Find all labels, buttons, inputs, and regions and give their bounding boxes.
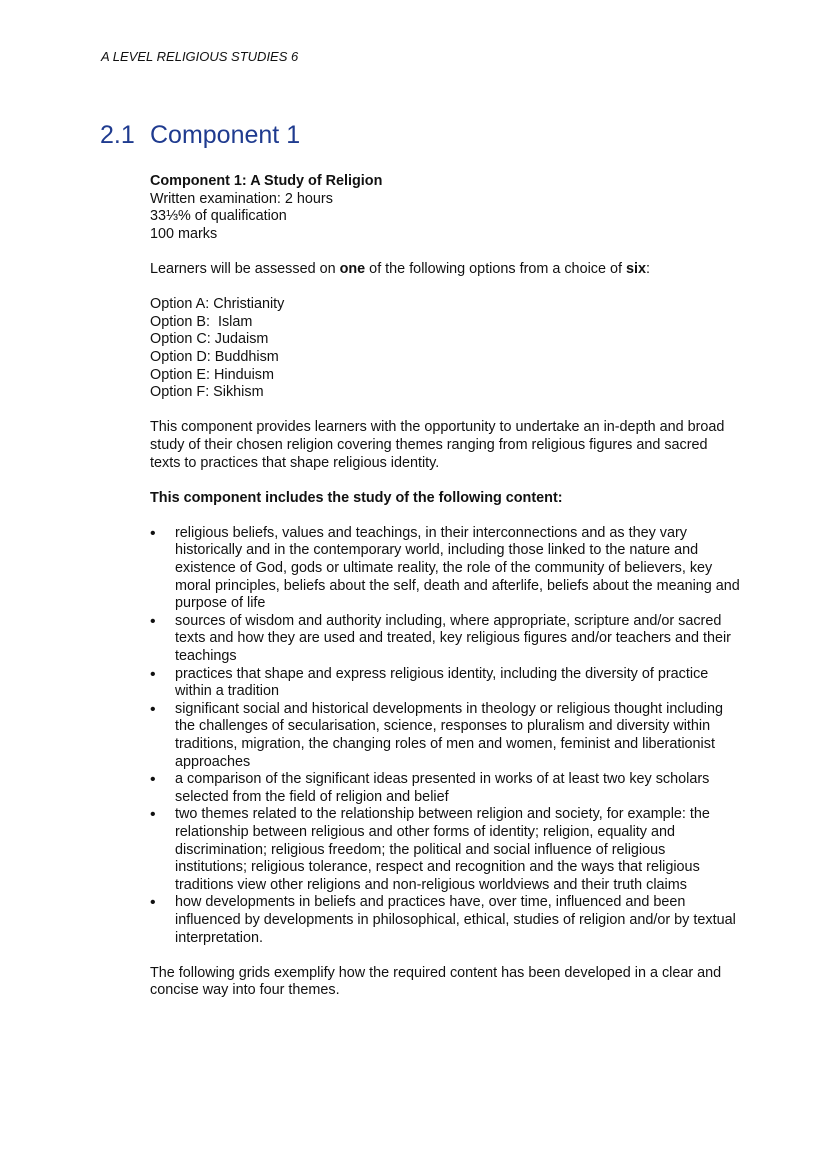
closing-paragraph: The following grids exemplify how the required content has been developed in a clear and concise way into four themes. xyxy=(150,964,722,999)
content-bullet-list xyxy=(150,525,740,947)
assessment-emphasis-one: one xyxy=(339,260,366,277)
assessment-emphasis-six: six xyxy=(625,260,646,277)
content-bullet-item: • sources of wisdom and authority including, where appropriate, scripture and/or sacred texts and how they are used and treated, key religious figures and/or teachers and their teachings xyxy=(150,613,740,666)
component-detail-weighting: 33⅓% of qualification xyxy=(150,208,287,225)
option-item: Option C: Judaism xyxy=(150,331,269,348)
intro-paragraph: This component provides learners with the opportunity to undertake an in-depth and broad study of their chosen religion covering themes ranging from religious figures and sacred texts to practices that shape religious identity. xyxy=(150,419,725,471)
component-summary xyxy=(150,173,740,243)
section-number: 2.1 xyxy=(100,121,135,149)
content-bullet-item: • how developments in beliefs and practices have, over time, influenced and been influenced by developments in philosophical, ethical, studies of religion and/or by textual interpretation. xyxy=(150,894,740,947)
option-item: Option B: Islam xyxy=(150,313,253,330)
assessment-text-post: : xyxy=(645,260,650,277)
option-item: Option E: Hinduism xyxy=(150,366,274,383)
content-bullet-item: • a comparison of the significant ideas presented in works of at least two key scholars selected from the field of religion and belief xyxy=(150,771,740,806)
section-heading xyxy=(100,121,300,150)
section-title: Component 1 xyxy=(150,121,301,149)
option-item: Option A: Christianity xyxy=(150,296,285,313)
content-bullet-item: • practices that shape and express religious identity, including the diversity of practice within a tradition xyxy=(150,666,740,701)
content-bullet-item: • religious beliefs, values and teachings, in their interconnections and as they vary historically and in the contemporary world, including those linked to the nature and existence of God, gods or ultimate reality, the role of the community of believers, key moral principles, beliefs about the self, death and afterlife, beliefs about the meaning and purpose of life xyxy=(150,525,740,613)
content-bullet-item: • two themes related to the relationship between religion and society, for example: the relationship between religious and other forms of identity; religion, equality and discrimination; religious freedom; the political and social influence of religious institutions; religious tolerance, respect and recognition and the ways that religious traditions view other religions and non-religious worldviews and their truth claims xyxy=(150,806,740,894)
option-item: Option F: Sikhism xyxy=(150,384,264,401)
content-heading: This component includes the study of the following content: xyxy=(150,489,563,506)
content-bullet-item: • significant social and historical developments in theology or religious thought including the challenges of secularisation, science, responses to pluralism and diversity within traditions, migration, the changing roles of men and women, feminist and liberationist approaches xyxy=(150,701,740,771)
assessment-text-mid: of the following options from a choice of xyxy=(365,260,626,277)
assessment-text-pre: Learners will be assessed on xyxy=(150,260,340,277)
page-content xyxy=(150,173,740,1000)
option-item: Option D: Buddhism xyxy=(150,348,279,365)
running-header: A LEVEL RELIGIOUS STUDIES 6 xyxy=(101,49,299,64)
component-detail-duration: Written examination: 2 hours xyxy=(150,190,333,207)
component-title: Component 1: A Study of Religion xyxy=(150,173,383,189)
component-detail-marks: 100 marks xyxy=(150,225,218,242)
assessment-statement xyxy=(150,261,740,279)
options-list xyxy=(150,296,740,402)
